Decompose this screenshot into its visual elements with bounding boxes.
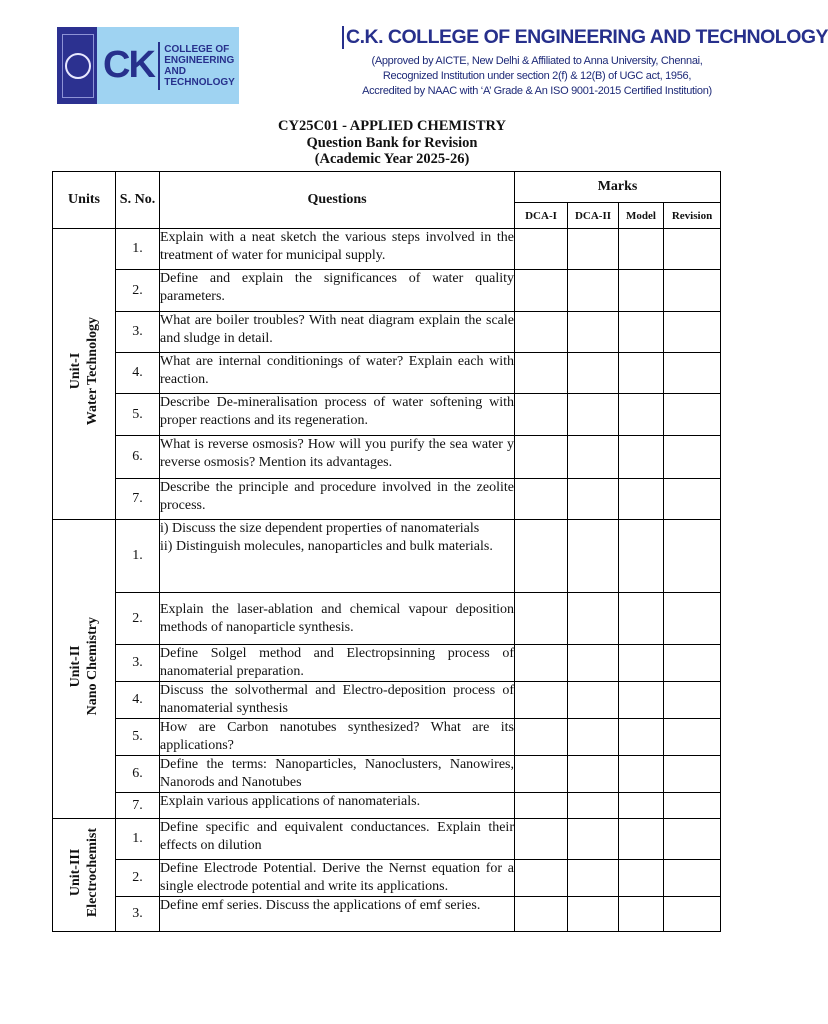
marks-cell-dca-1 [515, 353, 568, 394]
question-text [160, 479, 515, 520]
marks-cell-dca-1 [515, 719, 568, 756]
question-line: Define and explain the significances of water quality parameters. [160, 271, 514, 304]
marks-cell-dca-1 [515, 897, 568, 932]
question-line: Define the terms: Nanoparticles, Nanoclusters, Nanowires, Nanorods and Nanotubes [160, 757, 514, 790]
college-logo [57, 27, 239, 104]
marks-cell-revision [664, 353, 721, 394]
logo-words [164, 44, 239, 88]
document-title-block [0, 118, 784, 168]
question-line: Explain various applications of nanomaterials. [160, 794, 421, 809]
marks-cell-revision [664, 520, 721, 593]
marks-cell-model [619, 593, 664, 645]
marks-cell-dca-1 [515, 860, 568, 897]
marks-cell-model [619, 353, 664, 394]
unit-label [67, 828, 101, 917]
marks-cell-dca-2 [568, 270, 619, 312]
marks-cell-revision [664, 394, 721, 436]
table-row [53, 270, 721, 312]
table-row [53, 897, 721, 932]
logo-divider [158, 42, 160, 90]
unit-name: Water Technology [85, 317, 100, 426]
question-line: Explain the laser-ablation and chemical vapour deposition methods of nanoparticle synthesis. [160, 601, 514, 635]
marks-cell-revision [664, 682, 721, 719]
unit-name: Electrochemist [85, 827, 100, 918]
marks-cell-revision [664, 645, 721, 682]
table-row [53, 682, 721, 719]
question-line: Describe the principle and procedure involved in the zeolite process. [160, 480, 514, 513]
marks-cell-dca-1 [515, 593, 568, 645]
question-line: Define emf series. Discuss the applications of emf series. [160, 898, 481, 913]
marks-cell-dca-2 [568, 645, 619, 682]
marks-cell-revision [664, 819, 721, 860]
logo-letters: CK [103, 44, 154, 86]
marks-cell-dca-1 [515, 394, 568, 436]
question-text [160, 312, 515, 353]
marks-cell-dca-2 [568, 229, 619, 270]
table-row [53, 479, 721, 520]
question-number: 7. [116, 479, 160, 520]
institution-header [342, 26, 828, 99]
question-line: How are Carbon nanotubes synthesized? What are its applications? [160, 720, 514, 753]
marks-cell-revision [664, 229, 721, 270]
question-text [160, 897, 515, 932]
table-row [53, 793, 721, 819]
question-number: 3. [116, 897, 160, 932]
question-text [160, 353, 515, 394]
logo-word-2: ENGINEERING AND [164, 54, 235, 77]
marks-cell-dca-2 [568, 436, 619, 479]
question-line: i) Discuss the size dependent properties of nanomaterials [160, 521, 480, 536]
question-number: 4. [116, 682, 160, 719]
question-number: 1. [116, 819, 160, 860]
unit-label-cell [53, 520, 116, 819]
marks-cell-dca-2 [568, 479, 619, 520]
question-text [160, 860, 515, 897]
marks-cell-model [619, 645, 664, 682]
question-text [160, 229, 515, 270]
unit-code: Unit-II [68, 645, 83, 688]
table-row [53, 719, 721, 756]
marks-cell-dca-1 [515, 793, 568, 819]
table-row [53, 312, 721, 353]
question-number: 1. [116, 229, 160, 270]
marks-cell-model [619, 270, 664, 312]
marks-cell-revision [664, 793, 721, 819]
header-marks: Marks [515, 172, 721, 203]
marks-cell-revision [664, 593, 721, 645]
marks-cell-dca-2 [568, 312, 619, 353]
marks-cell-model [619, 819, 664, 860]
academic-year: (Academic Year 2025-26) [314, 151, 470, 167]
logo-word-3: TECHNOLOGY [164, 76, 235, 88]
header-dca-2: DCA-II [568, 203, 619, 229]
question-text [160, 394, 515, 436]
marks-cell-dca-2 [568, 394, 619, 436]
question-line: ii) Distinguish molecules, nanoparticles and bulk materials. [160, 539, 493, 554]
logo-word-1: COLLEGE OF [164, 43, 230, 55]
question-line: Define specific and equivalent conductances. Explain their effects on dilution [160, 820, 514, 853]
marks-cell-dca-2 [568, 682, 619, 719]
question-line: What is reverse osmosis? How will you purify the sea water y reverse osmosis? Mention its advantages. [160, 437, 514, 470]
marks-cell-dca-2 [568, 756, 619, 793]
marks-cell-dca-1 [515, 229, 568, 270]
question-text [160, 682, 515, 719]
unit-label-cell [53, 819, 116, 932]
question-line: Define Electrode Potential. Derive the Nernst equation for a single electrode potential and write its applications. [160, 861, 514, 894]
question-number: 3. [116, 312, 160, 353]
question-number: 2. [116, 860, 160, 897]
marks-cell-model [619, 793, 664, 819]
question-text [160, 819, 515, 860]
marks-cell-revision [664, 897, 721, 932]
institution-name: C.K. COLLEGE OF ENGINEERING AND TECHNOLOGY [342, 26, 732, 49]
marks-cell-revision [664, 719, 721, 756]
marks-cell-model [619, 479, 664, 520]
question-number: 6. [116, 756, 160, 793]
unit-label [67, 317, 101, 425]
marks-cell-dca-1 [515, 756, 568, 793]
question-text [160, 719, 515, 756]
unit-label-cell [53, 229, 116, 520]
marks-cell-model [619, 436, 664, 479]
unit-code: Unit-III [68, 848, 83, 897]
table-row [53, 394, 721, 436]
marks-cell-model [619, 229, 664, 270]
question-bank-body [53, 229, 721, 932]
question-text [160, 593, 515, 645]
question-number: 2. [116, 593, 160, 645]
header-sno: S. No. [116, 172, 160, 229]
marks-cell-model [619, 860, 664, 897]
marks-cell-dca-1 [515, 682, 568, 719]
approval-line-3: Accredited by NAAC with ‘A’ Grade & An ISO 9001-2015 Certified Institution) [362, 85, 712, 97]
question-number: 5. [116, 719, 160, 756]
marks-cell-dca-2 [568, 793, 619, 819]
marks-cell-dca-1 [515, 520, 568, 593]
table-row [53, 756, 721, 793]
marks-cell-revision [664, 756, 721, 793]
unit-label [67, 617, 101, 715]
marks-cell-dca-2 [568, 520, 619, 593]
marks-cell-dca-2 [568, 719, 619, 756]
header-dca-1: DCA-I [515, 203, 568, 229]
question-text [160, 756, 515, 793]
marks-cell-model [619, 312, 664, 353]
approval-line-2: Recognized Institution under section 2(f) & 12(B) of UGC act, 1956, [382, 70, 692, 82]
header-units: Units [53, 172, 116, 229]
question-line: What are boiler troubles? With neat diagram explain the scale and sludge in detail. [160, 313, 514, 346]
question-line: Explain with a neat sketch the various steps involved in the treatment of water for municipal supply. [160, 230, 514, 263]
unit-code: Unit-I [68, 353, 83, 390]
table-row [53, 436, 721, 479]
question-bank-table [52, 171, 721, 932]
marks-cell-model [619, 394, 664, 436]
marks-cell-model [619, 719, 664, 756]
question-number: 7. [116, 793, 160, 819]
marks-cell-dca-2 [568, 860, 619, 897]
marks-cell-dca-1 [515, 645, 568, 682]
question-number: 3. [116, 645, 160, 682]
header-model: Model [619, 203, 664, 229]
question-number: 2. [116, 270, 160, 312]
header-revision: Revision [664, 203, 721, 229]
table-row [53, 645, 721, 682]
marks-cell-dca-1 [515, 479, 568, 520]
question-number: 5. [116, 394, 160, 436]
marks-cell-dca-2 [568, 353, 619, 394]
marks-cell-model [619, 756, 664, 793]
question-number: 6. [116, 436, 160, 479]
document-subtitle: Question Bank for Revision [306, 134, 478, 151]
marks-cell-dca-2 [568, 593, 619, 645]
table-row [53, 860, 721, 897]
marks-cell-model [619, 897, 664, 932]
marks-cell-model [619, 520, 664, 593]
approval-line-1: (Approved by AICTE, New Delhi & Affiliated to Anna University, Chennai, [371, 55, 703, 67]
question-number: 1. [116, 520, 160, 593]
table-row [53, 353, 721, 394]
college-seal-icon [62, 34, 94, 98]
marks-cell-revision [664, 860, 721, 897]
marks-cell-dca-1 [515, 270, 568, 312]
question-line: What are internal conditionings of water? Explain each with reaction. [160, 354, 514, 387]
marks-cell-revision [664, 436, 721, 479]
question-text [160, 270, 515, 312]
question-line: Describe De-mineralisation process of water softening with proper reactions and its regeneration. [160, 395, 514, 428]
question-line: Define Solgel method and Electropsinning process of nanomaterial preparation. [160, 646, 514, 679]
table-row [53, 520, 721, 593]
marks-cell-dca-2 [568, 819, 619, 860]
question-number: 4. [116, 353, 160, 394]
table-row [53, 819, 721, 860]
question-text [160, 436, 515, 479]
unit-name: Nano Chemistry [85, 617, 100, 716]
question-line: Discuss the solvothermal and Electro-deposition process of nanomaterial synthesis [160, 683, 514, 716]
question-text [160, 520, 515, 593]
course-title: CY25C01 - APPLIED CHEMISTRY [278, 118, 506, 134]
table-row [53, 593, 721, 645]
marks-cell-revision [664, 270, 721, 312]
marks-cell-dca-1 [515, 436, 568, 479]
logo-panel [97, 27, 239, 104]
header-questions: Questions [160, 172, 515, 229]
marks-cell-revision [664, 479, 721, 520]
marks-cell-model [619, 682, 664, 719]
question-text [160, 645, 515, 682]
marks-cell-dca-1 [515, 312, 568, 353]
question-text [160, 793, 515, 819]
marks-cell-revision [664, 312, 721, 353]
marks-cell-dca-2 [568, 897, 619, 932]
marks-cell-dca-1 [515, 819, 568, 860]
table-row [53, 229, 721, 270]
